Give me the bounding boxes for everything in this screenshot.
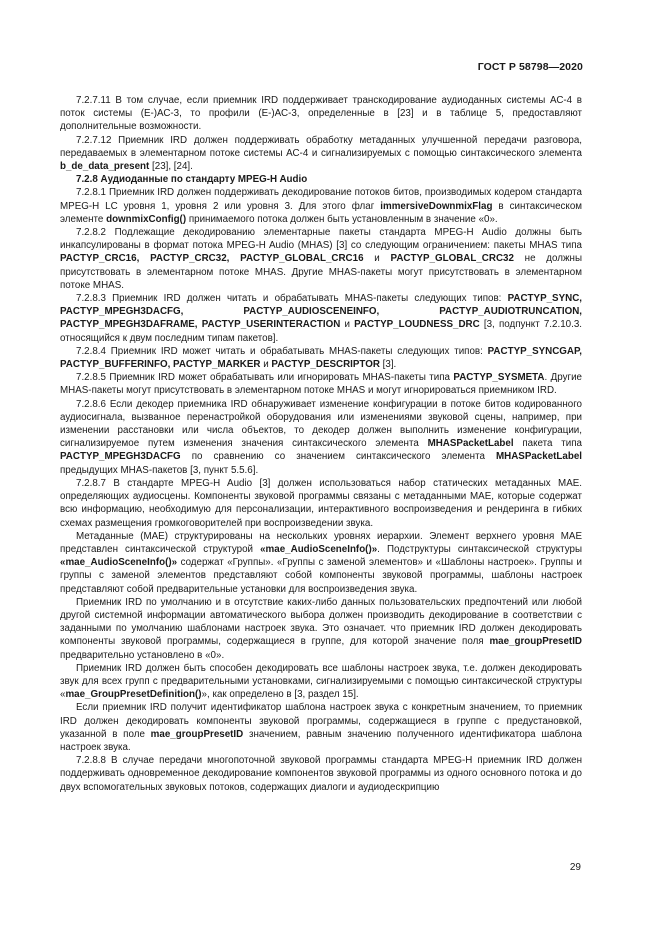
paragraph — [60, 754, 582, 794]
document-body — [60, 94, 582, 794]
paragraph — [60, 662, 582, 702]
bold-term: 7.2.8 Аудиоданные по стандарту MPEG-H Audio — [76, 174, 308, 186]
bold-term: PACTYP_SYNC, PACTYP_MPEGH3DACFG, PACTYP_AUDIOSCENEINFO, PACTYP_AUDIOTRUNCATION, PACTYP_MPEGH3DAFRAME, PACTYP_USERINTERACTION — [60, 293, 582, 331]
paragraph — [60, 226, 582, 292]
paragraph — [60, 134, 582, 174]
text-run: [23], [24]. — [149, 161, 193, 173]
paragraph — [60, 371, 582, 397]
text-run: 7.2.7.12 Приемник IRD должен поддерживать обработку метаданных улучшенной передачи разговора, передаваемых в элементарном потоке системы АС-4 и сигнализируемых с помощью синтаксического элемента — [60, 134, 582, 159]
bold-term: b_de_data_present — [60, 161, 150, 173]
text-run: 7.2.8.5 Приемник IRD может обрабатывать или игнорировать MHAS-пакеты типа — [76, 372, 454, 384]
paragraph — [60, 477, 582, 530]
bold-term: PACTYP_LOUDNESS_DRC — [354, 319, 480, 331]
bold-term: downmixConfig() — [106, 213, 187, 225]
paragraph — [60, 345, 582, 371]
bold-term: immersiveDownmixFlag — [380, 200, 493, 212]
bold-term: MHASPacketLabel — [495, 451, 582, 463]
text-run: », как определено в [3, раздел 15]. — [201, 689, 359, 701]
bold-term: mae_groupPresetID — [150, 728, 244, 740]
text-run: Метаданные (MAE) структурированы на нескольких уровнях иерархии. Элемент верхнего уровня MAE представлен синтаксической структурой — [60, 530, 582, 555]
bold-term: «mae_AudioSceneInfo()» — [60, 557, 178, 569]
text-run: содержат «Группы». «Группы с заменой элементов» и «Шаблоны настроек». Группы и группы с заменой элементов представляют собой компоненты звуковой программы, шаблоны настроек представляют собой предварительные установки для воспроизведения звука. — [60, 557, 582, 595]
text-run: 7.2.8.6 Если декодер приемника IRD обнаруживает изменение конфигурации в потоке битов кодированного аудиосигнала, вызванное перенастройкой оборудования или изменениями звуковой сцены, например, при изменении расстановки или числа объектов, то декодер должен выполнить изменение конфигурации, сигнализируемое путем изменения значения синтаксического элемента — [60, 398, 582, 450]
text-run: [3]. — [379, 359, 397, 371]
text-run: 7.2.7.11 В том случае, если приемник IRD поддерживает транскодирование аудиоданных системы АС-4 в поток системы (Е-)АС-3, то профили (Е-)АС-3, определенные в [23] и в таблице 5, предоставляют дополнительные возможности. — [60, 95, 582, 133]
bold-term: mae_groupPresetID — [489, 636, 582, 648]
paragraph — [60, 530, 582, 596]
text-run: 7.2.8.1 Приемник IRD должен поддерживать декодирование потоков битов, производимых кодером стандарта MPEG-H LC уровня 1, уровня 2 или уровня 3. Для этого флаг — [60, 187, 582, 212]
bold-term: «mae_AudioSceneInfo()» — [260, 543, 378, 555]
bold-term: PACTYP_DESCRIPTOR — [271, 359, 380, 371]
paragraph — [60, 292, 582, 345]
bold-term: MHASPacketLabel — [427, 438, 514, 450]
paragraph — [60, 596, 582, 662]
paragraph — [60, 186, 582, 226]
paragraph — [60, 701, 582, 754]
bold-term: PACTYP_GLOBAL_CRC32 — [390, 253, 514, 265]
paragraph — [60, 173, 582, 186]
text-run: . Подструктуры синтаксической структуры — [377, 543, 582, 555]
text-run: предварительно установлено в «0». — [60, 649, 225, 661]
text-run: по сравнению со значением синтаксического элемента — [180, 451, 496, 463]
text-run: и — [363, 253, 391, 265]
text-run: Приемник IRD по умолчанию и в отсутствие каких-либо данных пользовательских предпочтений или любой другой системной информации автоматического выбора должен производить декодирование в соответствии с заданными по умолчанию шаблонами настроек звука. Это означает. что приемник IRD должен декодировать компоненты звуковой программы, содержащиеся в группе, для которой значение поля — [60, 596, 582, 648]
text-run: 7.2.8.3 Приемник IRD должен читать и обрабатывать MHAS-пакеты следующих типов: — [76, 293, 508, 305]
text-run: Приемник IRD должен быть способен декодировать все шаблоны настроек звука, т.е. должен декодировать звук для всех групп с предварительными установками, сигнализируемыми с помощью синтаксической структуры « — [60, 662, 582, 701]
text-run: 7.2.8.4 Приемник IRD может читать и обрабатывать MHAS-пакеты следующих типов: — [76, 345, 488, 357]
text-run: и — [340, 319, 355, 331]
text-run: . Другие MHAS-пакеты могут присутствовать в элементарном потоке MHAS и могут игнорироваться приемником IRD. — [60, 372, 583, 397]
bold-term: mae_GroupPresetDefinition() — [65, 689, 202, 701]
bold-term: PACTYP_SYNCGAP, PACTYP_BUFFERINFO, PACTYP_MARKER — [60, 345, 582, 371]
document-id-header: ГОСТ Р 58798—2020 — [477, 61, 583, 73]
text-run: не должны присутствовать в элементарном потоке MHAS. Другие MHAS-пакеты могут присутствовать в элементарном потоке MHAS. — [60, 253, 582, 291]
text-run: пакета типа — [513, 438, 582, 450]
text-run: 7.2.8.2 Подлежащие декодированию элементарные пакеты стандарта MPEG-H Audio должны быть инкапсулированы в формат потока MPEG-H Audio (MHAS) [3] со следующим ограничением: пакеты MHAS типа — [60, 227, 582, 252]
page-number: 29 — [569, 862, 581, 873]
text-run: предыдущих MHAS-пакетов [3, пункт 5.5.6]. — [60, 464, 259, 476]
text-run: принимаемого потока должен быть установленным в значение «0». — [186, 213, 498, 225]
text-run: и — [260, 359, 272, 371]
text-run: Если приемник IRD получит идентификатор шаблона настроек звука с конкретным значением, то приемник IRD должен декодировать компоненты звуковой программы, содержащиеся в группе с предустановкой, указанной в поле — [60, 702, 582, 740]
paragraph — [60, 94, 582, 134]
text-run: [3, подпункт 7.2.10.3. относящийся к двум последним типам пакетов]. — [60, 319, 582, 344]
bold-term: PACTYP_SYSMETA — [453, 372, 545, 384]
bold-term: PACTYP_CRC16, PACTYP_CRC32, PACTYP_GLOBAL_CRC16 — [60, 253, 364, 265]
text-run: 7.2.8.7 В стандарте MPEG-H Audio [3] должен использоваться набор статических метаданных MAE. определяющих аудиосцены. Компоненты звуковой программы связаны с метаданными MAE, которые содержат всю информацию, необходимую для персонализации, интерактивного воспроизведения и рендеринга в гибких схемах размещения громкоговорителей при воспроизведении звука. — [60, 477, 582, 529]
paragraph — [60, 398, 582, 477]
bold-term: PACTYP_MPEGH3DACFG — [60, 451, 181, 463]
text-run: значением, равным значению полученного идентификатора шаблона настроек звука. — [60, 728, 582, 753]
text-run: 7.2.8.8 В случае передачи многопоточной звуковой программы стандарта MPEG-H приемник IRD должен поддерживать одновременное декодирование компонентов звуковой программы из одного основного потока и до двух вспомогательных звуковых потоков, содержащих диалоги и аудиодескрипцию — [60, 755, 582, 793]
text-run: в синтаксическом элементе — [60, 200, 583, 225]
